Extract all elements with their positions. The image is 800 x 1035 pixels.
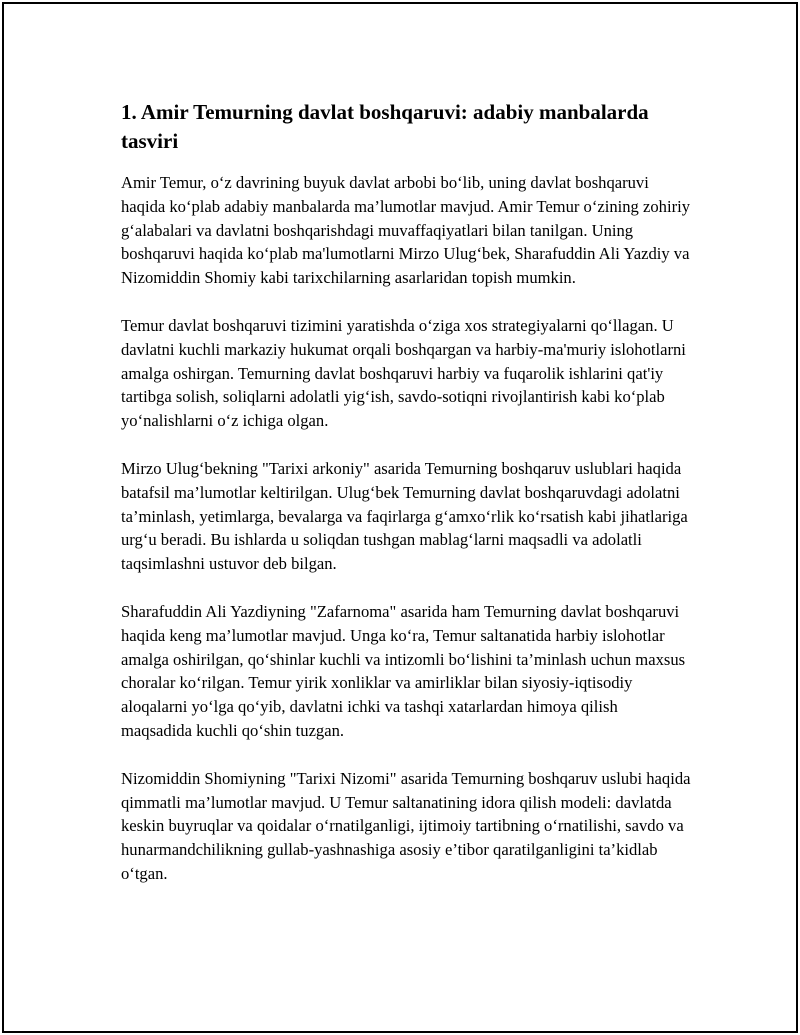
section-title: 1. Amir Temurning davlat boshqaruvi: adabiy manbalarda tasviri — [121, 100, 649, 153]
paragraph-governance-system: Temur davlat boshqaruvi tizimini yaratishda o‘ziga xos strategiyalarni qo‘llagan. U davlatni kuchli markaziy hukumat orqali boshqargan va harbiy-ma'muriy islohotlarni amalga oshirgan. Temurning davlat boshqaruvi harbiy va fuqarolik ishlarini qat'iy tartibga solish, soliqlarni adolatli yig‘ish, savdo-sotiqni rivojlantirish kabi ko‘plab yo‘nalishlarni o‘z ichiga olgan. — [121, 315, 686, 431]
paragraph-yazdiy: Sharafuddin Ali Yazdiyning "Zafarnoma" asarida ham Temurning davlat boshqaruvi haqida keng ma’lumotlar mavjud. Unga ko‘ra, Temur saltanatida harbiy islohotlar amalga oshirilgan, qo‘shinlar kuchli va intizomli bo‘lishini ta’minlash uchun maxsus choralar ko‘rilgan. Temur yirik xonliklar va amirliklar bilan siyosiy-iqtisodiy aloqalarni yo‘lga qo‘yib, davlatni ichki va tashqi xatarlardan himoya qilish maqsadida kuchli qo‘shin tuzgan. — [121, 601, 686, 740]
document-page — [2, 2, 798, 1033]
document-content — [121, 98, 691, 910]
paragraph-shomiy: Nizomiddin Shomiyning "Tarixi Nizomi" asarida Temurning boshqaruv uslubi haqida qimmatli ma’lumotlar mavjud. U Temur saltanatining idora qilish modeli: davlatda keskin buyruqlar va qoidalar o‘rnatilganligi, ijtimoiy tartibning o‘rnatilishi, savdo va hunarmandchilikning gullab-yashnashiga asosiy e’tibor qaratilganligini ta’kidlab o‘tgan. — [121, 768, 691, 883]
paragraph-intro: Amir Temur, o‘z davrining buyuk davlat arbobi bo‘lib, uning davlat boshqaruvi haqida ko‘plab adabiy manbalarda ma’lumotlar mavjud. Amir Temur o‘zining zohiriy g‘alabalari va davlatni boshqarishdagi muvaffaqiyatlari bilan tanilgan. Uning boshqaruvi haqida ko‘plab ma'lumotlarni Mirzo Ulug‘bek, Sharafuddin Ali Yazdiy va Nizomiddin Shomiy kabi tarixchilarning asarlaridan topish mumkin. — [121, 173, 691, 288]
paragraph-ulugbek: Mirzo Ulug‘bekning "Tarixi arkoniy" asarida Temurning boshqaruv uslublari haqida batafsil ma’lumotlar keltirilgan. Ulug‘bek Temurning davlat boshqaruvdagi adolatni ta’minlash, yetimlarga, bevalarga va faqirlarga g‘amxo‘rlik ko‘rsatish kabi jihatlariga urg‘u beradi. Bu ishlarda u soliqdan tushgan mablag‘larni maqsadli va adolatli taqsimlashni ustuvor deb bilgan. — [121, 458, 688, 574]
